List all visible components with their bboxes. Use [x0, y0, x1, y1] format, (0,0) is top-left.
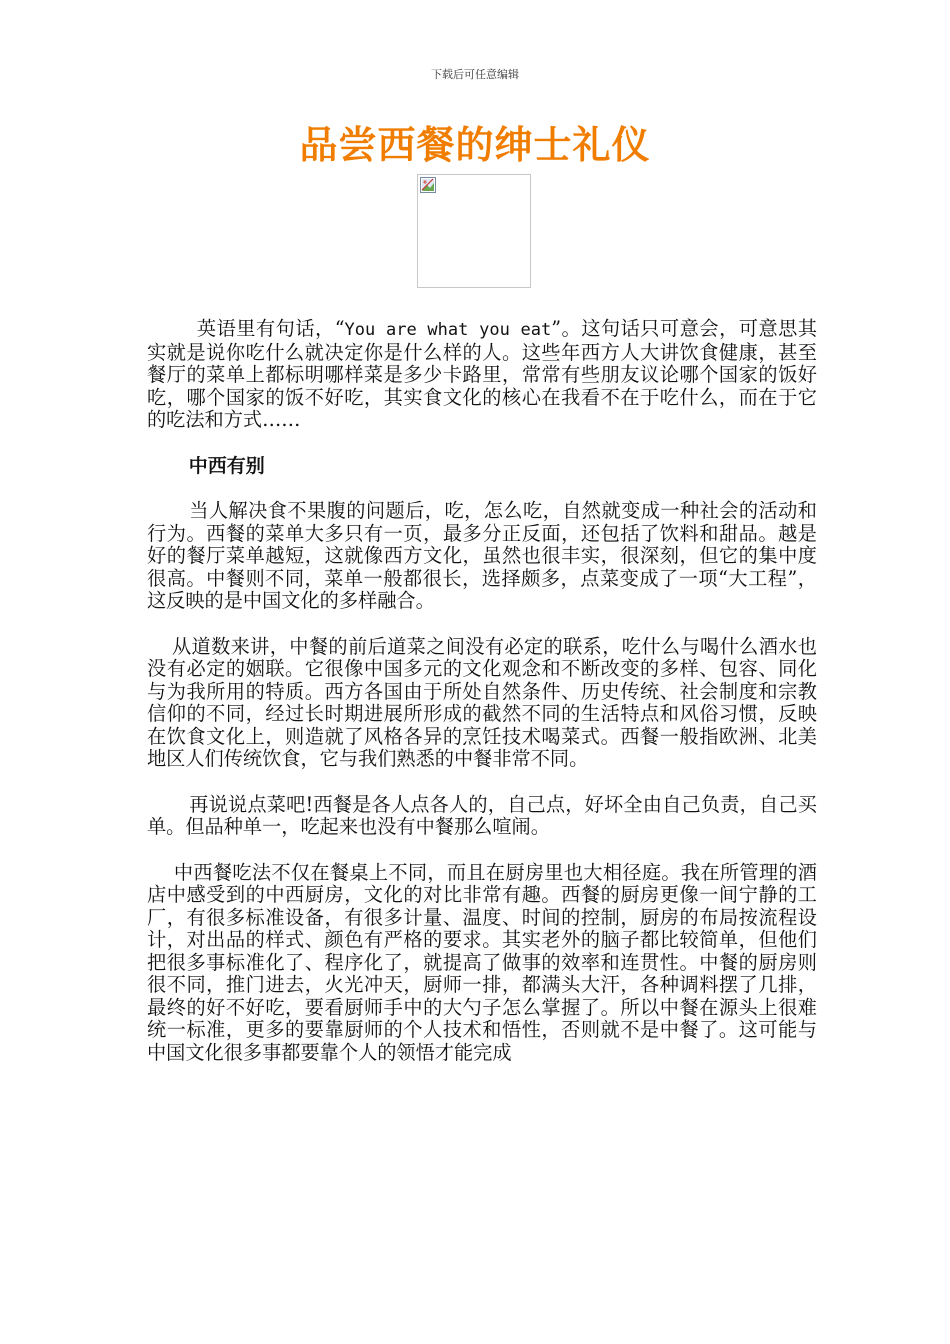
- body-paragraph-1: 当人解决食不果腹的问题后，吃，怎么吃，自然就变成一种社会的活动和行为。西餐的菜单大多只有一页，最多分正反面，还包括了饮料和甜品。越是好的餐厅菜单越短，这就像西方文化，虽然也很丰实，很深刻，但它的集中度很高。中餐则不同，菜单一般都很长，选择颇多，点菜变成了一项“大工程”，这反映的是中国文化的多样融合。: [147, 499, 817, 612]
- body-paragraph-2: 从道数来讲，中餐的前后道菜之间没有必定的联系，吃什么与喝什么酒水也没有必定的姻联。它很像中国多元的文化观念和不断改变的多样、包容、同化与为我所用的特质。西方各国由于所处自然条件、历史传统、社会制度和宗教信仰的不同，经过长时期进展所形成的截然不同的生活特点和风俗习惯，反映在饮食文化上，则造就了风格各异的烹饪技术喝菜式。西餐一般指欧洲、北美地区人们传统饮食，它与我们熟悉的中餐非常不同。: [147, 634, 817, 770]
- body-paragraph-4: 中西餐吃法不仅在餐桌上不同，而且在厨房里也大相径庭。我在所管理的酒店中感受到的中西厨房，文化的对比非常有趣。西餐的厨房更像一间宁静的工厂，有很多标准设备，有很多计量、温度、时间的控制，厨房的布局按流程设计，对出品的样式、颜色有严格的要求。其实老外的脑子都比较简单，但他们把很多事标准化了、程序化了，就提高了做事的效率和连贯性。中餐的厨房则很不同，推门进去，火光冲天，厨师一排，都满头大汗，各种调料摆了几排，最终的好不好吃，要看厨师手中的大勺子怎么掌握了。所以中餐在源头上很难统一标准，更多的要靠厨师的个人技术和悟性，否则就不是中餐了。这可能与中国文化很多事都要靠个人的领悟才能完成: [147, 860, 817, 1064]
- section-heading: 中西有别: [188, 454, 265, 477]
- document-body: [147, 318, 817, 1087]
- intro-quote: You are what you eat: [344, 320, 552, 340]
- broken-image-icon: [420, 177, 436, 193]
- intro-text-before: 英语里有句话，“: [196, 317, 345, 340]
- page-header-caption: 下载后可任意编辑: [431, 68, 519, 81]
- intro-paragraph: [147, 318, 817, 432]
- document-title: 品尝西餐的绅士礼仪: [299, 122, 651, 167]
- body-paragraph-3: 再说说点菜吧!西餐是各人点各人的，自己点，好坏全由自己负责，自己买单。但品种单一，吃起来也没有中餐那么喧闹。: [147, 792, 817, 838]
- embedded-image-placeholder: [417, 174, 531, 288]
- intro-text-after: ”。这句话只可意会，可意思其实就是说你吃什么就决定你是什么样的人。这些年西方人大讲饮食健康，甚至餐厅的菜单上都标明哪样菜是多少卡路里，常常有些朋友议论哪个国家的饭好吃，哪个国家的饭不好吃，其实食文化的核心在我看不在于吃什么，而在于它的吃法和方式……: [147, 317, 818, 431]
